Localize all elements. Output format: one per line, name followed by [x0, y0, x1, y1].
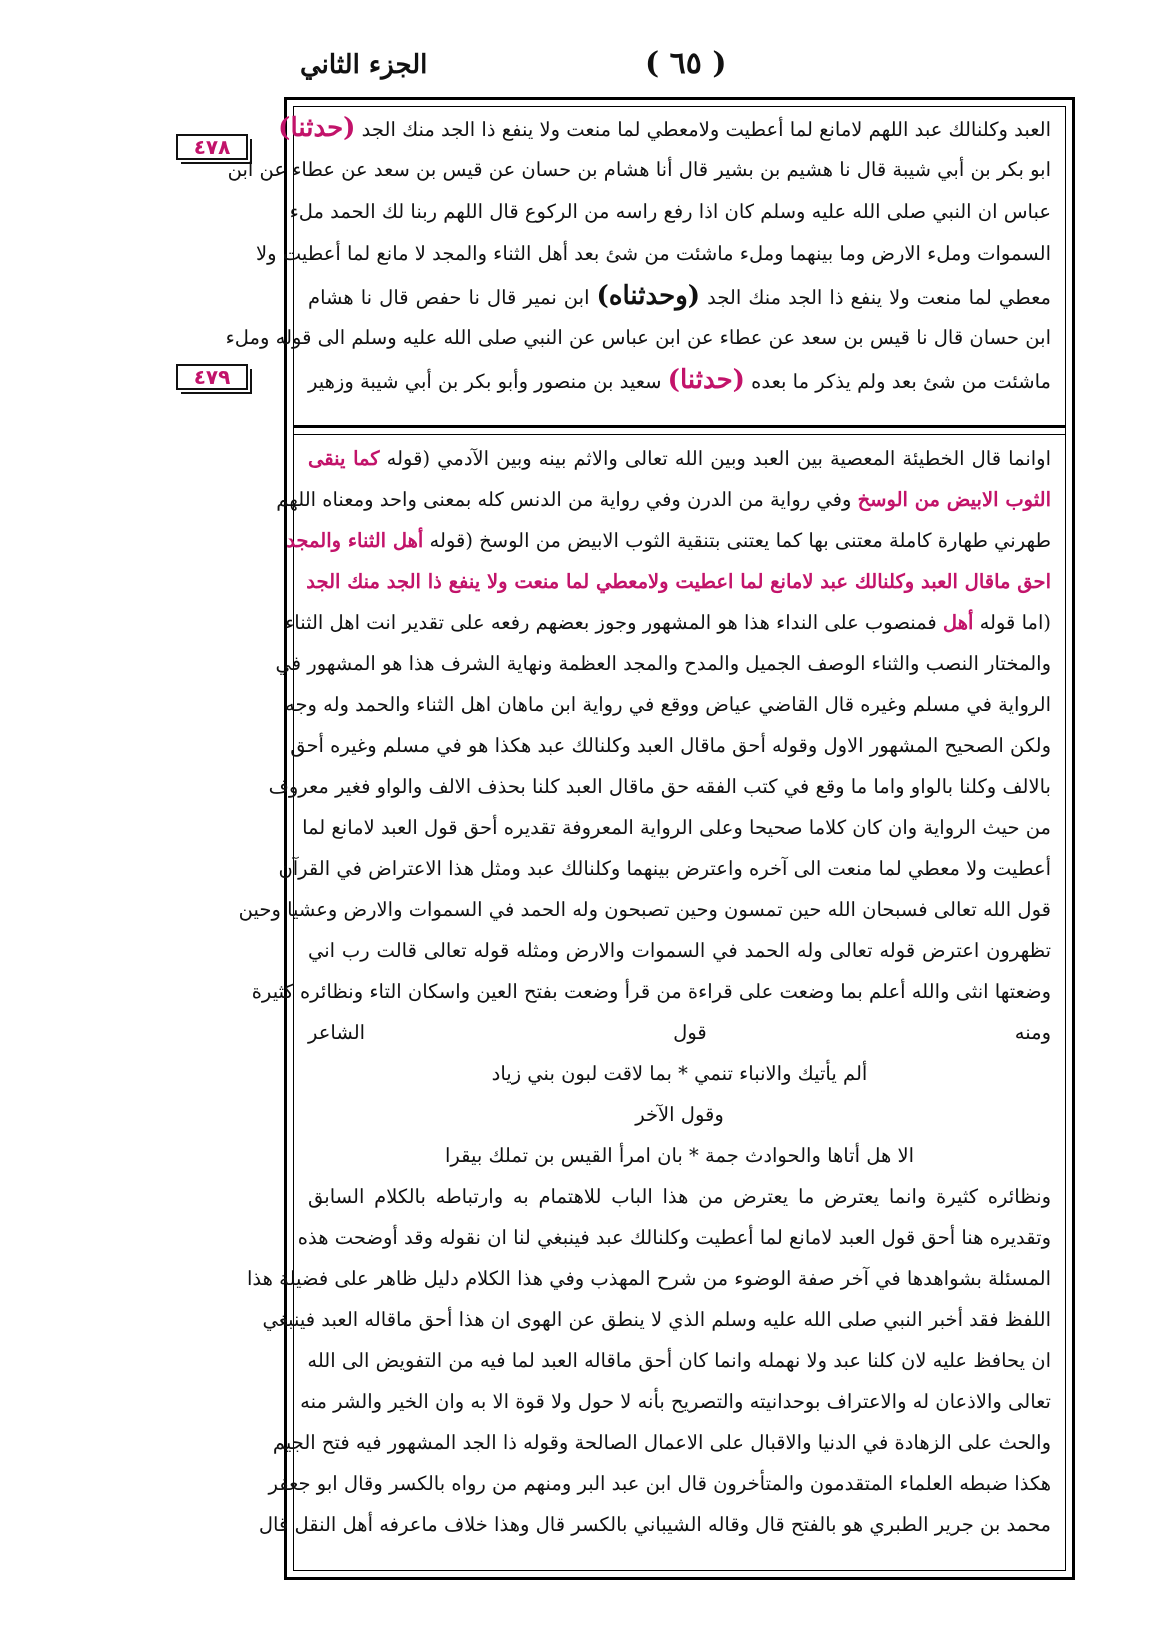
text-segment: الا هل أتاها والحوادث جمة * بان امرأ القيس بن تملك بيقرا — [444, 1144, 915, 1167]
text-segment: قول الله تعالى فسبحان الله حين تمسون وحين تصبحون وله الحمد في السموات والارض وعشيا وحين — [238, 898, 1051, 921]
text-segment: العبد وكلنالك عبد اللهم لامانع لما أعطيت ولامعطي لما منعت ولا ينفع ذا الجد منك الجد — [355, 118, 1051, 141]
highlighted-text: أهل — [942, 611, 974, 634]
commentary-line — [258, 1504, 1065, 1545]
text-segment: المسئلة بشواهدها في آخر صفة الوضوء من شرح المهذب وفي هذا الكلام دليل ظاهر على فضيلة هذا — [246, 1267, 1051, 1290]
commentary-line — [290, 725, 1065, 766]
text-segment: والحث على الزهادة في الدنيا والاقبال على الاعمال الصالحة وقوله ذا الجد المشهور فيه فتح الجيم — [272, 1431, 1051, 1454]
hadith-line — [256, 233, 1065, 275]
page-frame — [225, 97, 1075, 1580]
highlighted-text: (حدثنا) — [278, 113, 356, 143]
commentary-line — [294, 1012, 1065, 1053]
text-segment: ابو بكر بن أبي شيبة قال نا هشيم بن بشير قال أنا هشام بن حسان عن قيس بن سعد عن عطاء عن ابن — [227, 158, 1051, 181]
hadith-number-479: ٤٧٩ — [176, 364, 248, 390]
commentary-text-block — [238, 438, 1065, 1570]
highlighted-text: (حدثنا) — [667, 365, 745, 395]
text-segment: هكذا ضبطه العلماء المتقدمون والمتأخرون قال ابن عبد البر ومنهم من رواه بالكسر وقال ابو جعفر — [268, 1472, 1051, 1495]
text-segment: فمنصوب على النداء هذا هو المشهور وجوز بعضهم رفعه على تقدير انت اهل الثناء — [285, 611, 943, 634]
commentary-line — [238, 889, 1065, 930]
text-segment: ابن حسان قال نا قيس بن سعد عن عطاء عن ابن عباس عن النبي صلى الله عليه وسلم الى قوله وملء — [225, 326, 1051, 349]
text-segment: وفي رواية من الدرن وفي رواية من الدنس كله بمعنى واحد ومعناه اللهم — [276, 488, 858, 511]
hadith-text-block — [225, 107, 1065, 423]
volume-label: الجزء الثاني — [300, 50, 428, 80]
page-number: ( ٦٥ ) — [645, 46, 727, 81]
commentary-line — [294, 807, 1065, 848]
text-segment: تعالى والاذعان له والاعتراف بوحدانيته والتصريح بأنه لا حول ولا قوة الا به وان الخير والشر منه — [300, 1390, 1051, 1413]
commentary-line — [294, 438, 1065, 479]
text-segment: بالالف وكلنا بالواو واما ما وقع في كتب الفقه حق ماقال العبد كلنا بحذف الالف والواو فغير معروف — [268, 775, 1051, 798]
commentary-line — [278, 848, 1065, 889]
commentary-line — [268, 766, 1065, 807]
hadith-line — [227, 149, 1065, 191]
commentary-line — [276, 479, 1065, 520]
commentary-line — [246, 1258, 1065, 1299]
commentary-line — [285, 602, 1065, 643]
commentary-line — [294, 1217, 1065, 1258]
text-segment: ان يحافظ عليه لان كلنا عبد ولا نهمله وانما كان أحق ماقاله العبد لما فيه من التفويض الى الله — [307, 1349, 1051, 1372]
text-segment: من حيث الرواية وان كان كلاما صحيحا وعلى الرواية المعروفة تقديره أحق قول العبد لامانع لما — [302, 816, 1051, 839]
commentary-line — [275, 643, 1065, 684]
text-segment: ونظائره كثيرة وانما يعترض ما يعترض من هذا الباب للاهتمام به وارتباطه بالكلام السابق — [308, 1185, 1051, 1208]
commentary-line — [294, 1340, 1065, 1381]
text-segment: طهرني طهارة كاملة معتنى بها كما يعتنى بتنقية الثوب الابيض من الوسخ (قوله — [423, 529, 1051, 552]
text-segment: عباس ان النبي صلى الله عليه وسلم كان اذا رفع راسه من الركوع قال اللهم ربنا لك الحمد ملء — [289, 200, 1051, 223]
commentary-line — [272, 1422, 1065, 1463]
highlighted-text: كما ينقى — [308, 447, 380, 470]
text-segment: اوانما قال الخطيئة المعصية بين العبد وبين الله تعالى والاثم بينه وبين الآدمي (قوله — [379, 447, 1051, 470]
hadith-line — [225, 317, 1065, 359]
highlighted-text: (وحدثناه) — [596, 281, 701, 311]
commentary-line — [285, 684, 1065, 725]
page-header — [290, 44, 1100, 92]
text-segment: ألم يأتيك والانباء تنمي * بما لاقت لبون بني زياد — [491, 1062, 868, 1085]
text-segment: وتقديره هنا أحق قول العبد لامانع لما أعطيت وكلنالك عبد فينبغي لنا ان نقوله وقد أوضحت هذه — [297, 1226, 1051, 1249]
text-segment: والمختار النصب والثناء الوصف الجميل والمدح والمجد العظمة ونهاية الشرف هذا هو المشهور في — [275, 652, 1051, 675]
hadith-line — [289, 191, 1065, 233]
text-segment: ومنه قول الشاعر — [308, 1021, 1051, 1044]
hadith-line — [278, 107, 1065, 149]
text-segment: (اما قوله — [973, 611, 1051, 634]
commentary-line — [294, 1176, 1065, 1217]
highlighted-text: أهل الثناء والمجد — [286, 529, 424, 552]
commentary-line — [286, 520, 1065, 561]
section-divider — [294, 425, 1065, 435]
commentary-line — [294, 1094, 1065, 1135]
text-segment: ابن نمير قال نا حفص قال نا هشام — [308, 286, 597, 309]
text-segment: الرواية في مسلم وغيره قال القاضي عياض ووقع في رواية ابن ماهان اهل الثناء والحمد وله وجه — [285, 693, 1051, 716]
hadith-number-478: ٤٧٨ — [176, 134, 248, 160]
text-segment: محمد بن جرير الطبري هو بالفتح قال وقاله الشيباني بالكسر قال وهذا خلاف ماعرفه أهل النقل قال — [258, 1513, 1051, 1536]
commentary-line — [294, 930, 1065, 971]
commentary-line — [294, 1135, 1065, 1176]
text-segment: ماشئت من شئ بعد ولم يذكر ما بعده — [744, 370, 1052, 393]
commentary-line — [262, 1299, 1065, 1340]
hadith-line — [294, 275, 1065, 317]
page-frame-inner — [225, 106, 1066, 1571]
text-segment: ولكن الصحيح المشهور الاول وقوله أحق ماقال العبد وكلنالك عبد هكذا هو في مسلم وغيره أحق — [290, 734, 1051, 757]
highlighted-text: احق ماقال العبد وكلنالك عبد لامانع لما اعطيت ولامعطي لما منعت ولا ينفع ذا الجد منك الجد — [306, 570, 1051, 593]
text-segment: السموات وملء الارض وما بينهما وملء ماشئت من شئ بعد أهل الثناء والمجد لا مانع لما أعطيت ولا — [256, 242, 1051, 265]
commentary-line — [294, 1381, 1065, 1422]
highlighted-text: الثوب الابيض من الوسخ — [857, 488, 1051, 511]
commentary-line — [294, 561, 1065, 602]
text-segment: اللفظ فقد أخبر النبي صلى الله عليه وسلم الذي لا ينطق عن الهوى ان هذا أحق ماقاله العبد فينبغي — [262, 1308, 1051, 1331]
text-segment: أعطيت ولا معطي لما منعت الى آخره واعترض بينهما وكلنالك عبد ومثل هذا الاعتراض في القرآن — [278, 857, 1051, 880]
text-segment: تظهرون اعترض قوله تعالى وله الحمد في السموات والارض ومثله قوله تعالى قالت رب اني — [308, 939, 1051, 962]
text-segment: وضعتها انثى والله أعلم بما وضعت على قراءة من قرأ وضعت بفتح العين واسكان التاء ونظائره كثيرة — [251, 980, 1051, 1003]
commentary-line — [251, 971, 1065, 1012]
text-segment: معطي لما منعت ولا ينفع ذا الجد منك الجد — [700, 286, 1051, 309]
commentary-line — [268, 1463, 1065, 1504]
hadith-line — [294, 359, 1065, 401]
text-segment: وقول الآخر — [635, 1103, 724, 1126]
text-segment: سعيد بن منصور وأبو بكر بن أبي شيبة وزهير — [308, 370, 668, 393]
commentary-line — [294, 1053, 1065, 1094]
